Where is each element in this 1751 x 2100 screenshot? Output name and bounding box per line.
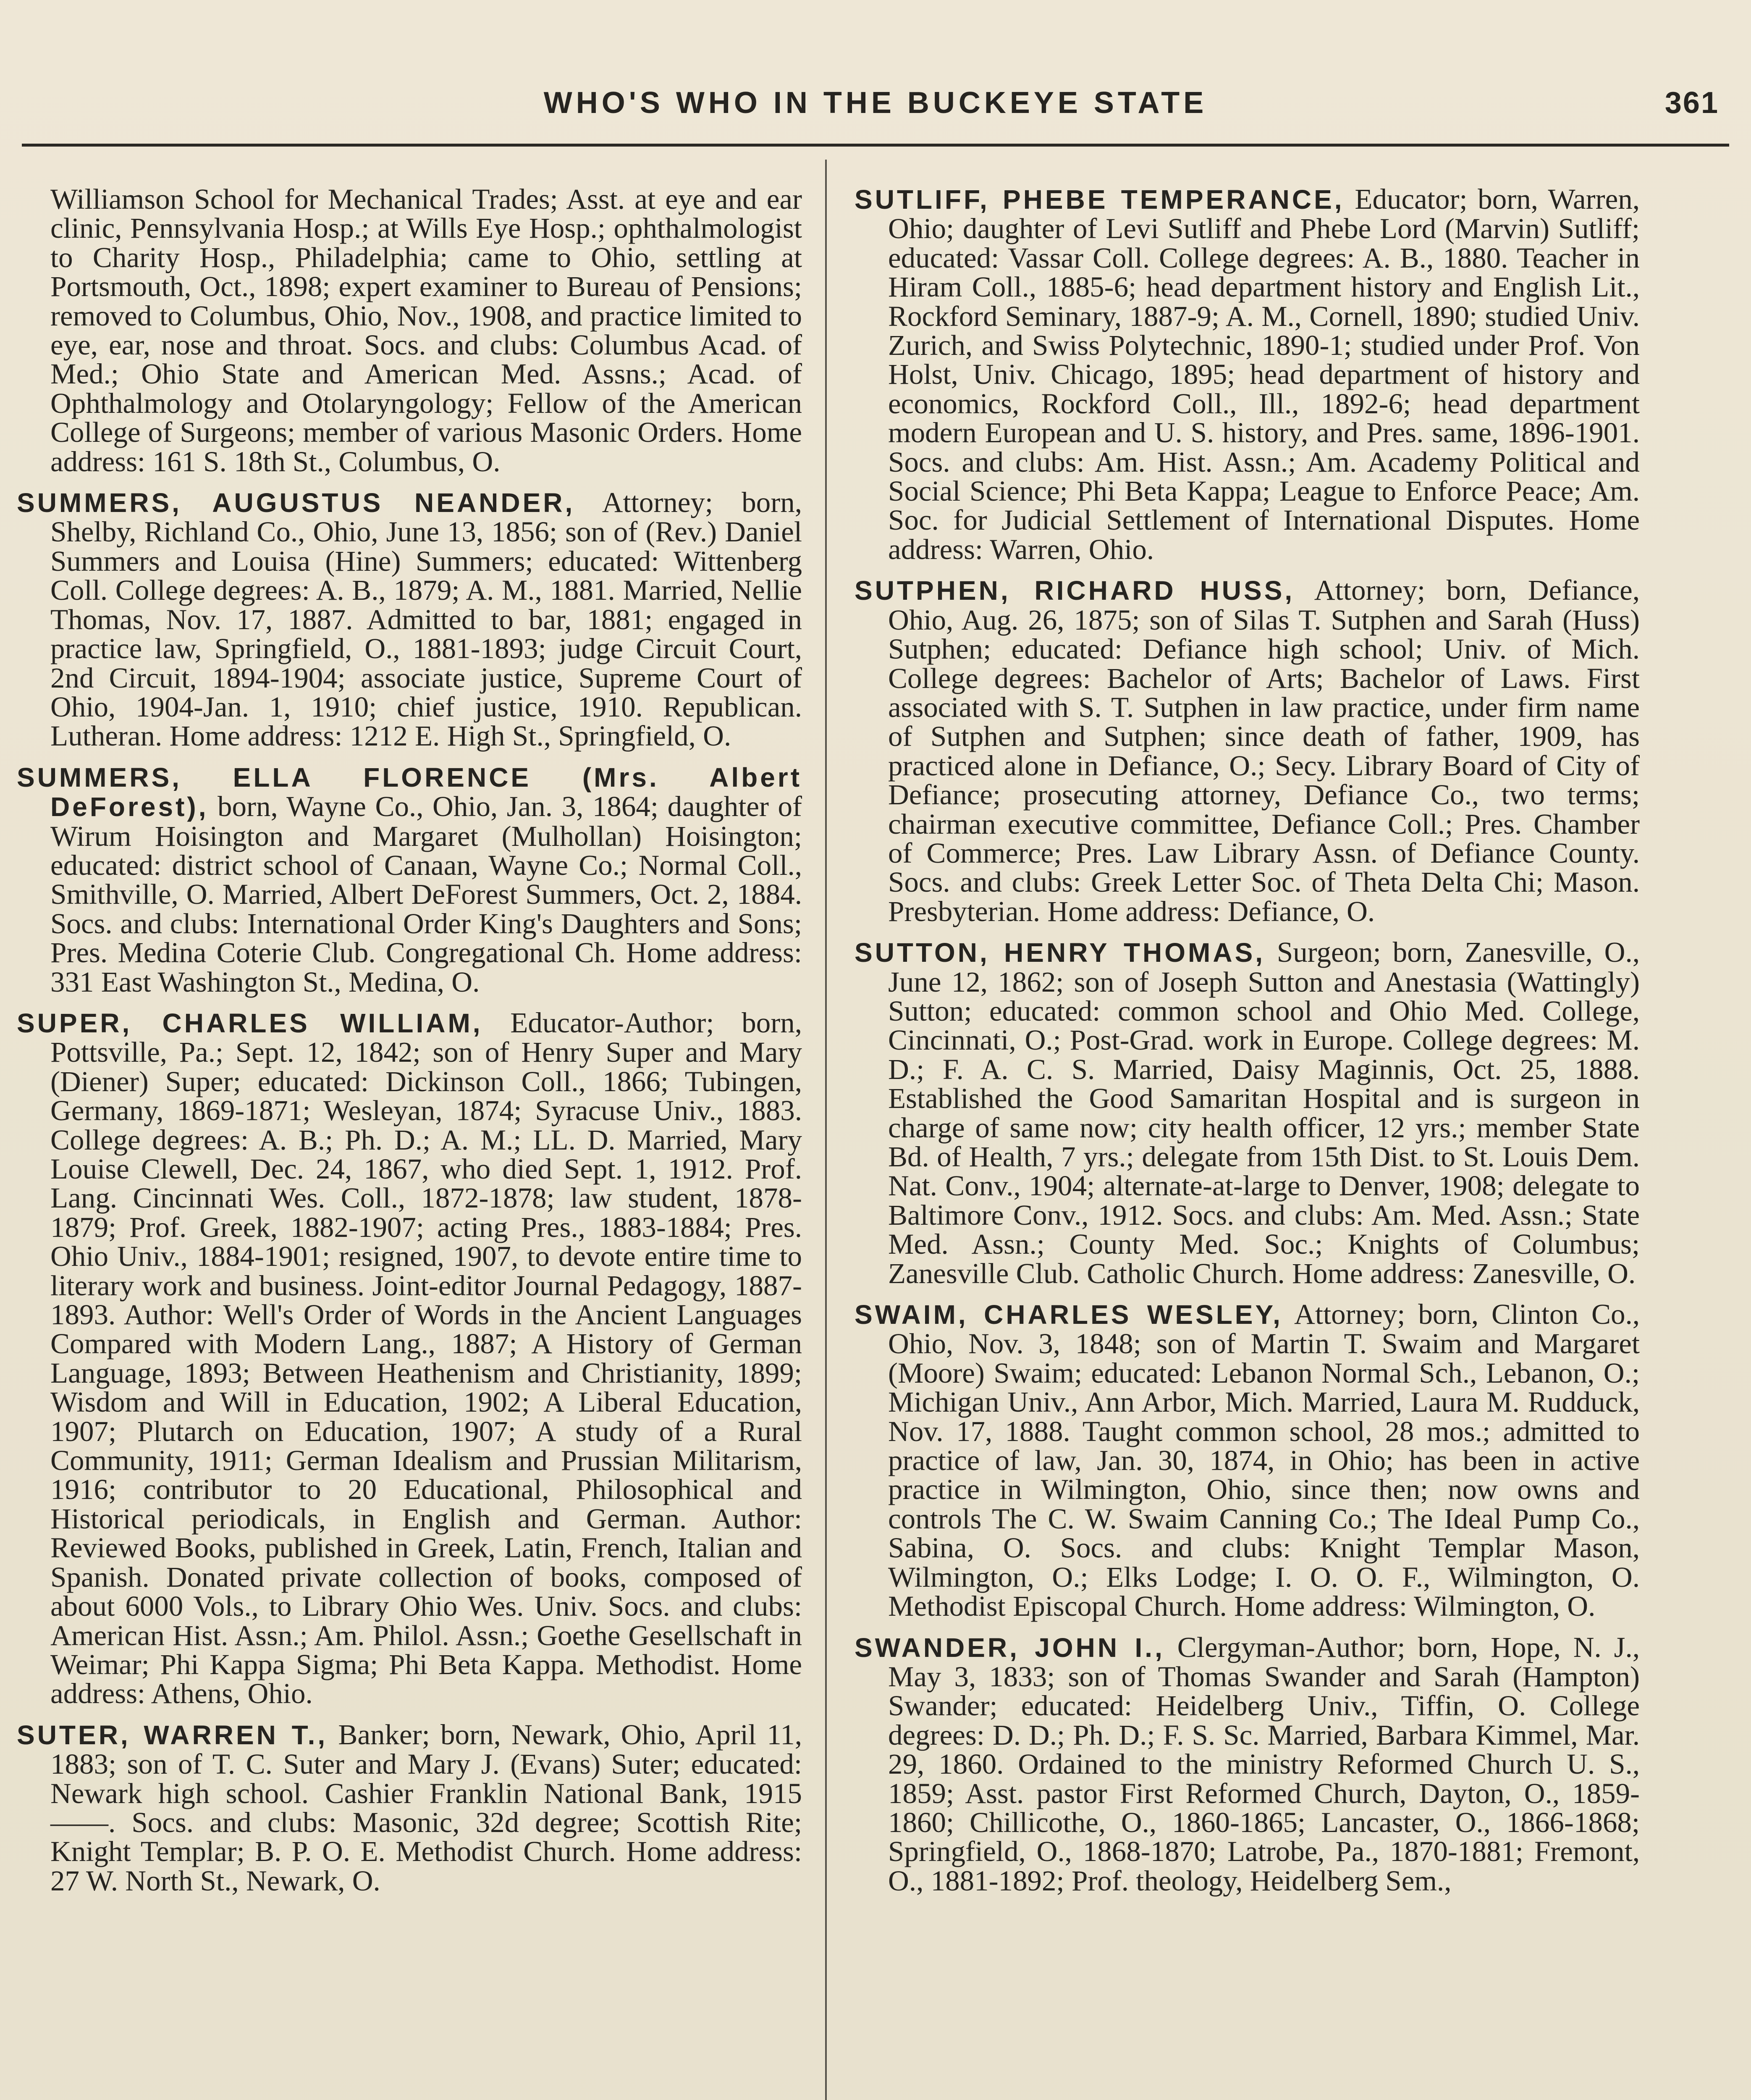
header-rule [22, 144, 1729, 147]
page-number: 361 [1664, 86, 1719, 120]
entry-paragraph [17, 1008, 802, 1709]
entry-name: SUMMERS, AUGUSTUS NEANDER, [17, 488, 575, 518]
continued-entry [17, 185, 802, 476]
entry-name: SUPER, CHARLES WILLIAM, [17, 1008, 483, 1038]
entry-paragraph [17, 763, 802, 997]
biography-entry [17, 763, 802, 997]
entry-text: Attorney; born, Defiance, Ohio, Aug. 26, 1875; son of Silas T. Sutphen and Sarah (Huss) Sutphen; educated: Defiance high school; Univ. of Mich. College degrees: Bachelor of Arts; Bachelor of Laws. First associated with S. T. Sutphen in law practice, under firm name of Sutphen and Sutphen; since death of father, 1909, has practiced alone in Defiance, O.; Secy. Library Board of City of Defiance; prosecuting attorney, Defiance Co., two terms; chairman executive committee, Defiance Coll.; Pres. Chamber of Commerce; Pres. Law Library Assn. of Defiance County. Socs. and clubs: Greek Letter Soc. of Theta Delta Chi; Mason. Presbyterian. Home address: Defiance, O. [888, 574, 1640, 927]
running-title: WHO'S WHO IN THE BUCKEYE STATE [543, 86, 1208, 120]
entry-paragraph [17, 488, 802, 751]
entry-text: Educator-Author; born, Pottsville, Pa.; Sept. 12, 1842; son of Henry Super and Mary (Diener) Super; educated: Dickinson Coll., 1866; Tubingen, Germany, 1869-1871; Wesleyan, 1874; Syracuse Univ., 1883. College degrees: A. B.; Ph. D.; A. M.; LL. D. Married, Mary Louise Clewell, Dec. 24, 1867, who died Sept. 1, 1912. Prof. Lang. Cincinnati Wes. Coll., 1872-1878; law student, 1878-1879; Prof. Greek, 1882-1907; acting Pres., 1883-1884; Pres. Ohio Univ., 1884-1901; resigned, 1907, to devote entire time to literary work and business. Joint-editor Journal Pedagogy, 1887-1893. Author: Well's Order of Words in the Ancient Languages Compared with Modern Lang., 1887; A History of German Language, 1893; Between Heathenism and Christianity, 1899; Wisdom and Will in Education, 1902; A Liberal Education, 1907; Plutarch on Education, 1907; A study of a Rural Community, 1911; German Idealism and Prussian Militarism, 1916; contributor to 20 Educational, Philosophical and Historical periodicals, in English and German. Author: Reviewed Books, published in Greek, Latin, French, Italian and Spanish. Donated private collection of books, composed of about 6000 Vols., to Library Ohio Wes. Univ. Socs. and clubs: American Hist. Assn.; Am. Philol. Assn.; Goethe Gesellschaft in Weimar; Phi Kappa Sigma; Phi Beta Kappa. Methodist. Home address: Athens, Ohio. [50, 1006, 802, 1710]
biography-entry [855, 1300, 1640, 1621]
entry-paragraph [855, 1300, 1640, 1621]
continued-entry-text: Williamson School for Mechanical Trades; Asst. at eye and ear clinic, Pennsylvania Hosp.; at Wills Eye Hosp.; ophthalmologist to Charity Hosp., Philadelphia; came to Ohio, settling at Portsmouth, Oct., 1898; expert examiner to Bureau of Pensions; removed to Columbus, Ohio, Nov., 1908, and practice limited to eye, ear, nose and throat. Socs. and clubs: Columbus Acad. of Med.; Ohio State and American Med. Assns.; Acad. of Ophthalmology and Otolaryngology; Fellow of the American College of Surgeons; member of various Masonic Orders. Home address: 161 S. 18th St., Columbus, O. [50, 183, 802, 478]
entry-text: Surgeon; born, Zanesville, O., June 12, 1862; son of Joseph Sutton and Anestasia (Wattingly) Sutton; educated: common school and Ohio Med. College, Cincinnati, O.; Post-Grad. work in Europe. College degrees: M. D.; F. A. C. S. Married, Daisy Maginnis, Oct. 25, 1888. Established the Good Samaritan Hospital and is surgeon in charge of same now; city health officer, 12 yrs.; member State Bd. of Health, 7 yrs.; delegate from 15th Dist. to St. Louis Dem. Nat. Conv., 1904; alternate-at-large to Denver, 1908; delegate to Baltimore Conv., 1912. Socs. and clubs: Am. Med. Assn.; State Med. Assn.; County Med. Soc.; Knights of Columbus; Zanesville Club. Catholic Church. Home address: Zanesville, O. [888, 936, 1640, 1289]
biography-entry [17, 1008, 802, 1709]
entry-name: SUTER, WARREN T., [17, 1719, 328, 1750]
entry-text: born, Wayne Co., Ohio, Jan. 3, 1864; daughter of Wirum Hoisington and Margaret (Mulhollan) Hoisington; educated: district school of Canaan, Wayne Co.; Normal Coll., Smithville, O. Married, Albert DeForest Summers, Oct. 2, 1884. Socs. and clubs: International Order King's Daughters and Sons; Pres. Medina Coterie Club. Congregational Ch. Home address: 331 East Washington St., Medina, O. [50, 790, 802, 998]
entry-paragraph [855, 185, 1640, 564]
right-column [855, 185, 1640, 1907]
entry-paragraph [855, 938, 1640, 1288]
biography-entry [855, 938, 1640, 1288]
entry-name: SUMMERS, ELLA FLORENCE (Mrs. Albert DeForest), [17, 762, 802, 822]
entry-paragraph [855, 576, 1640, 926]
entry-text: Clergyman-Author; born, Hope, N. J., May 3, 1833; son of Thomas Swander and Sarah (Hampton) Swander; educated: Heidelberg Univ., Tiffin, O. College degrees: D. D.; Ph. D.; F. S. Sc. Married, Barbara Kimmel, Mar. 29, 1860. Ordained to the ministry Reformed Church U. S., 1859; Asst. pastor First Reformed Church, Dayton, O., 1859-1860; Chillicothe, O., 1860-1865; Lancaster, O., 1866-1868; Springfield, O., 1868-1870; Latrobe, Pa., 1870-1881; Fremont, O., 1881-1892; Prof. theology, Heidelberg Sem., [888, 1631, 1640, 1897]
entry-text: Attorney; born, Clinton Co., Ohio, Nov. 3, 1848; son of Martin T. Swaim and Margaret (Moore) Swaim; educated: Lebanon Normal Sch., Lebanon, O.; Michigan Univ., Ann Arbor, Mich. Married, Laura M. Rudduck, Nov. 17, 1888. Taught common school, 28 mos.; admitted to practice of law, Jan. 30, 1874, in Ohio; has been in active practice in Wilmington, Ohio, since then; now owns and controls The C. W. Swaim Canning Co.; The Ideal Pump Co., Sabina, O. Socs. and clubs: Knight Templar Mason, Wilmington, O.; Elks Lodge; I. O. O. F., Wilmington, O. Methodist Episcopal Church. Home address: Wilmington, O. [888, 1298, 1640, 1622]
entry-name: SUTPHEN, RICHARD HUSS, [855, 575, 1295, 606]
biography-entry [17, 488, 802, 751]
entry-text: Banker; born, Newark, Ohio, April 11, 1883; son of T. C. Suter and Mary J. (Evans) Suter; educated: Newark high school. Cashier Franklin National Bank, 1915——. Socs. and clubs: Masonic, 32d degree; Scottish Rite; Knight Templar; B. P. O. E. Methodist Church. Home address: 27 W. North St., Newark, O. [50, 1718, 802, 1897]
biography-entry [17, 1720, 802, 1895]
biography-entry [855, 185, 1640, 564]
biography-entry [855, 1633, 1640, 1896]
entry-name: SUTTON, HENRY THOMAS, [855, 937, 1266, 968]
left-column [17, 185, 802, 1907]
entry-paragraph [17, 1720, 802, 1895]
entry-paragraph [855, 1633, 1640, 1896]
entry-name: SUTLIFF, PHEBE TEMPERANCE, [855, 184, 1345, 215]
entry-name: SWANDER, JOHN I., [855, 1632, 1165, 1663]
entry-text: Educator; born, Warren, Ohio; daughter of Levi Sutliff and Phebe Lord (Marvin) Sutliff; educated: Vassar Coll. College degrees: A. B., 1880. Teacher in Hiram Coll., 1885-6; head department history and English Lit., Rockford Seminary, 1887-9; A. M., Cornell, 1890; studied Univ. Zurich, and Swiss Polytechnic, 1890-1; studied under Prof. Von Holst, Univ. Chicago, 1895; head department of history and economics, Rockford Coll., Ill., 1892-6; head department modern European and U. S. history, and Pres. same, 1896-1901. Socs. and clubs: Am. Hist. Assn.; Am. Academy Political and Social Science; Phi Beta Kappa; League to Enforce Peace; Am. Soc. for Judicial Settlement of International Disputes. Home address: Warren, Ohio. [888, 183, 1640, 565]
column-divider [825, 160, 827, 2100]
biography-entry [855, 576, 1640, 926]
entry-text: Attorney; born, Shelby, Richland Co., Ohio, June 13, 1856; son of (Rev.) Daniel Summers and Louisa (Hine) Summers; educated: Wittenberg Coll. College degrees: A. B., 1879; A. M., 1881. Married, Nellie Thomas, Nov. 17, 1887. Admitted to bar, 1881; engaged in practice law, Springfield, O., 1881-1893; judge Circuit Court, 2nd Circuit, 1894-1904; associate justice, Supreme Court of Ohio, 1904-Jan. 1, 1910; chief justice, 1910. Republican. Lutheran. Home address: 1212 E. High St., Springfield, O. [50, 486, 802, 752]
entry-name: SWAIM, CHARLES WESLEY, [855, 1299, 1283, 1330]
running-header [22, 80, 1729, 143]
